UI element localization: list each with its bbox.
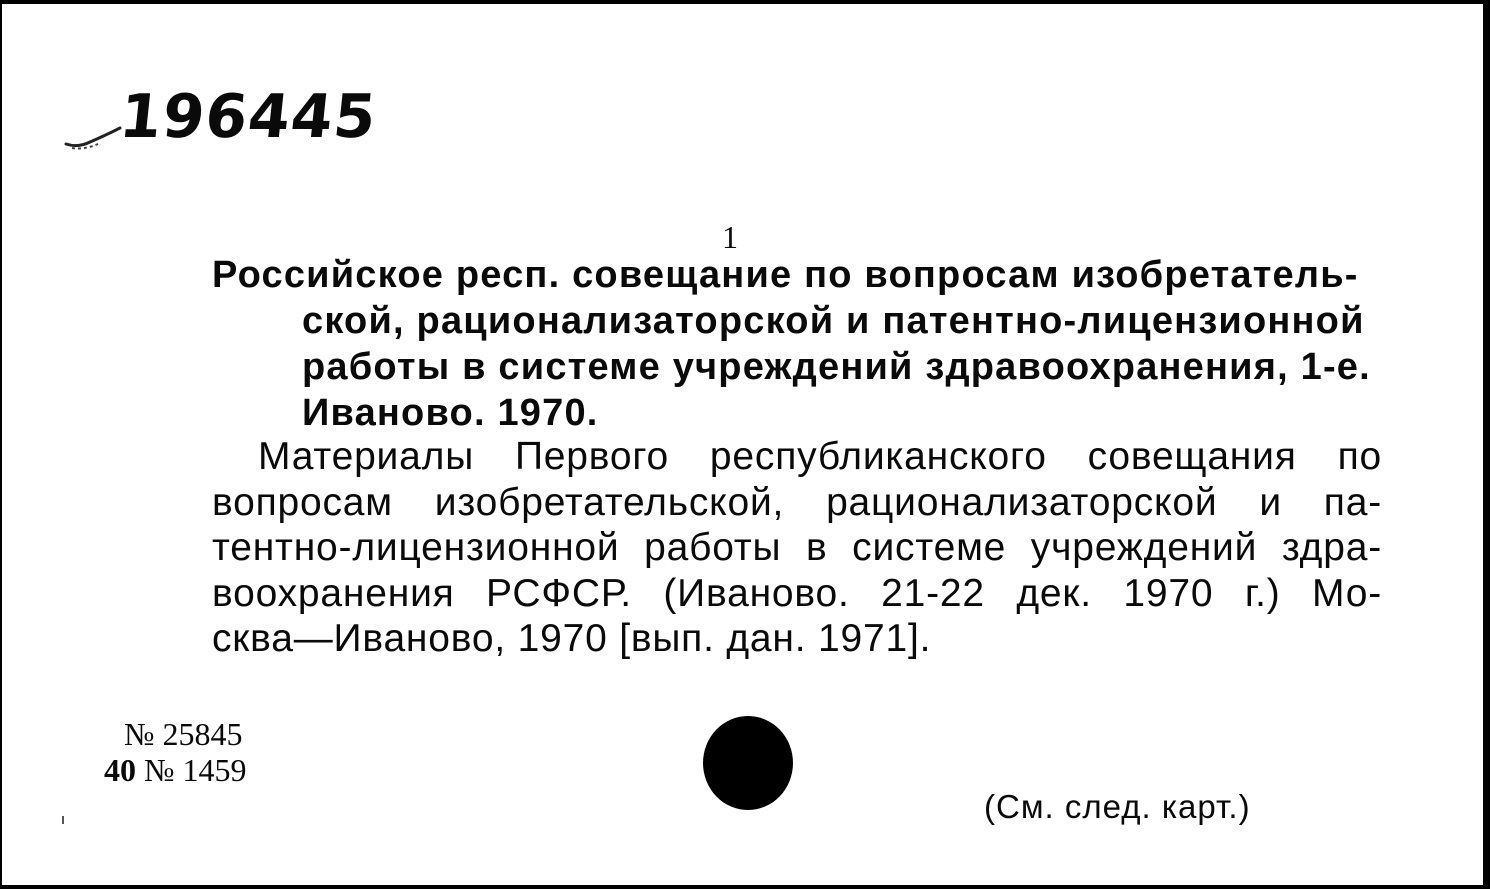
entry-heading xyxy=(212,252,1382,436)
description-line: Материалы Первого республиканского совещания по xyxy=(258,435,1382,478)
entry-description xyxy=(212,434,1382,662)
heading-line: Иваново. 1970. xyxy=(302,392,599,434)
description-line: тентно-лицензионной работы в системе учреждений здра- xyxy=(212,526,1382,569)
description-line: сква—Иваново, 1970 [вып. дан. 1971]. xyxy=(212,617,932,660)
shelf-prefix: 40 xyxy=(104,752,136,788)
handwritten-card-id: 196445 xyxy=(116,82,381,152)
description-line: вопросам изобретательской, рационализаторской и па- xyxy=(212,480,1382,524)
ink-smudge xyxy=(64,122,124,152)
card-number: 1 xyxy=(722,219,738,255)
see-next-card-note: (См. след. карт.) xyxy=(984,788,1251,825)
inventory-number: № 25845 xyxy=(124,716,243,752)
punch-hole xyxy=(703,716,793,810)
heading-line: Российское респ. совещание по вопросам изобретатель- xyxy=(212,254,1359,296)
description-line: воохранения РСФСР. (Иваново. 21-22 дек. 1970 г.) Мо- xyxy=(212,571,1382,615)
scan-speck xyxy=(62,816,64,824)
shelf-number-value: № 1459 xyxy=(144,752,247,788)
heading-line: работы в системе учреждений здравоохранения, 1-е. xyxy=(302,346,1371,388)
shelf-number xyxy=(104,752,247,789)
heading-line: ской, рационализаторской и патентно-лицензионной xyxy=(302,300,1365,342)
